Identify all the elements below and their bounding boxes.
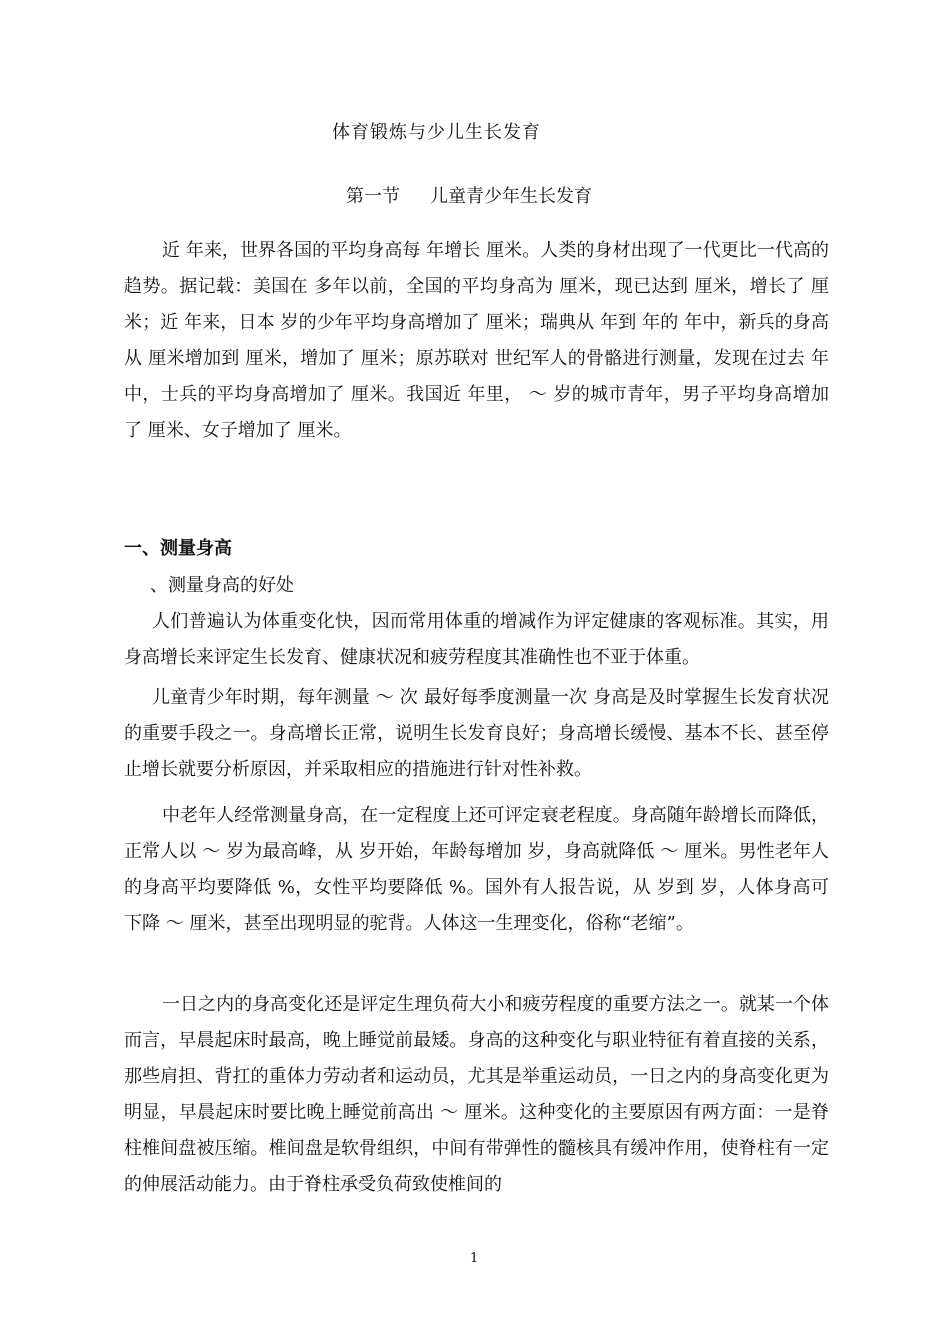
paragraph-block-3 [124,798,829,942]
paragraph-block-1 [124,604,829,676]
paragraph: 一日之内的身高变化还是评定生理负荷大小和疲劳程度的重要方法之一。就某一个体而言，早晨起床时最高，晚上睡觉前最矮。身高的这种变化与职业特征有着直接的关系，那些肩担、背扛的重体力劳动者和运动员，尤其是举重运动员，一日之内的身高变化更为明显，早晨起床时要比晚上睡觉前高出 ～ 厘米。这种变化的主要原因有两方面：一是脊柱椎间盘被压缩。椎间盘是软骨组织，中间有带弹性的髓核具有缓冲作用，使脊柱有一定的伸展活动能力。由于脊柱承受负荷致使椎间的 [124,994,829,1195]
paragraph-block-2 [124,680,829,788]
paragraph-block-4 [124,987,829,1203]
subheading-benefits: 、测量身高的好处 [150,575,294,596]
intro-paragraph: 近 年来，世界各国的平均身高每 年增长 厘米。人类的身材出现了一代更比一代高的趋势。据记载：美国在 多年以前，全国的平均身高为 厘米，现已达到 厘米，增长了 厘米；近 年来，日本 岁的少年平均身高增加了 厘米；瑞典从 年到 年的 年中，新兵的身高从 厘米增加到 厘米，增加了 厘米；原苏联对 世纪军人的骨骼进行测量，发现在过去 年中，士兵的平均身高增加了 厘米。我国近 年里， ～ 岁的城市青年，男子平均身高增加了 厘米、女子增加了 厘米。 [124,240,829,441]
page-number: 1 [470,1251,479,1266]
heading-measure-height: 一、测量身高 [124,538,232,559]
intro-paragraph-block [124,233,829,449]
paragraph: 人们普遍认为体重变化快，因而常用体重的增减作为评定健康的客观标准。其实，用身高增长来评定生长发育、健康状况和疲劳程度其准确性也不亚于体重。 [124,611,829,668]
section-number: 第一节 [346,186,400,207]
document-title: 体育锻炼与少儿生长发育 [332,122,541,143]
paragraph: 中老年人经常测量身高，在一定程度上还可评定衰老程度。身高随年龄增长而降低，正常人以 ～ 岁为最高峰，从 岁开始，年龄每增加 岁，身高就降低 ～ 厘米。男性老年人的身高平均要降低 %，女性平均要降低 %。国外有人报告说，从 岁到 岁，人体身高可下降 ～ 厘米，甚至出现明显的驼背。人体这一生理变化，俗称“老缩”。 [124,805,829,934]
section-name: 儿童青少年生长发育 [430,186,592,207]
section-title [346,182,592,208]
paragraph: 儿童青少年时期，每年测量 ～ 次 最好每季度测量一次 身高是及时掌握生长发育状况的重要手段之一。身高增长正常，说明生长发育良好；身高增长缓慢、基本不长、甚至停止增长就要分析原因，并采取相应的措施进行针对性补救。 [124,687,829,780]
